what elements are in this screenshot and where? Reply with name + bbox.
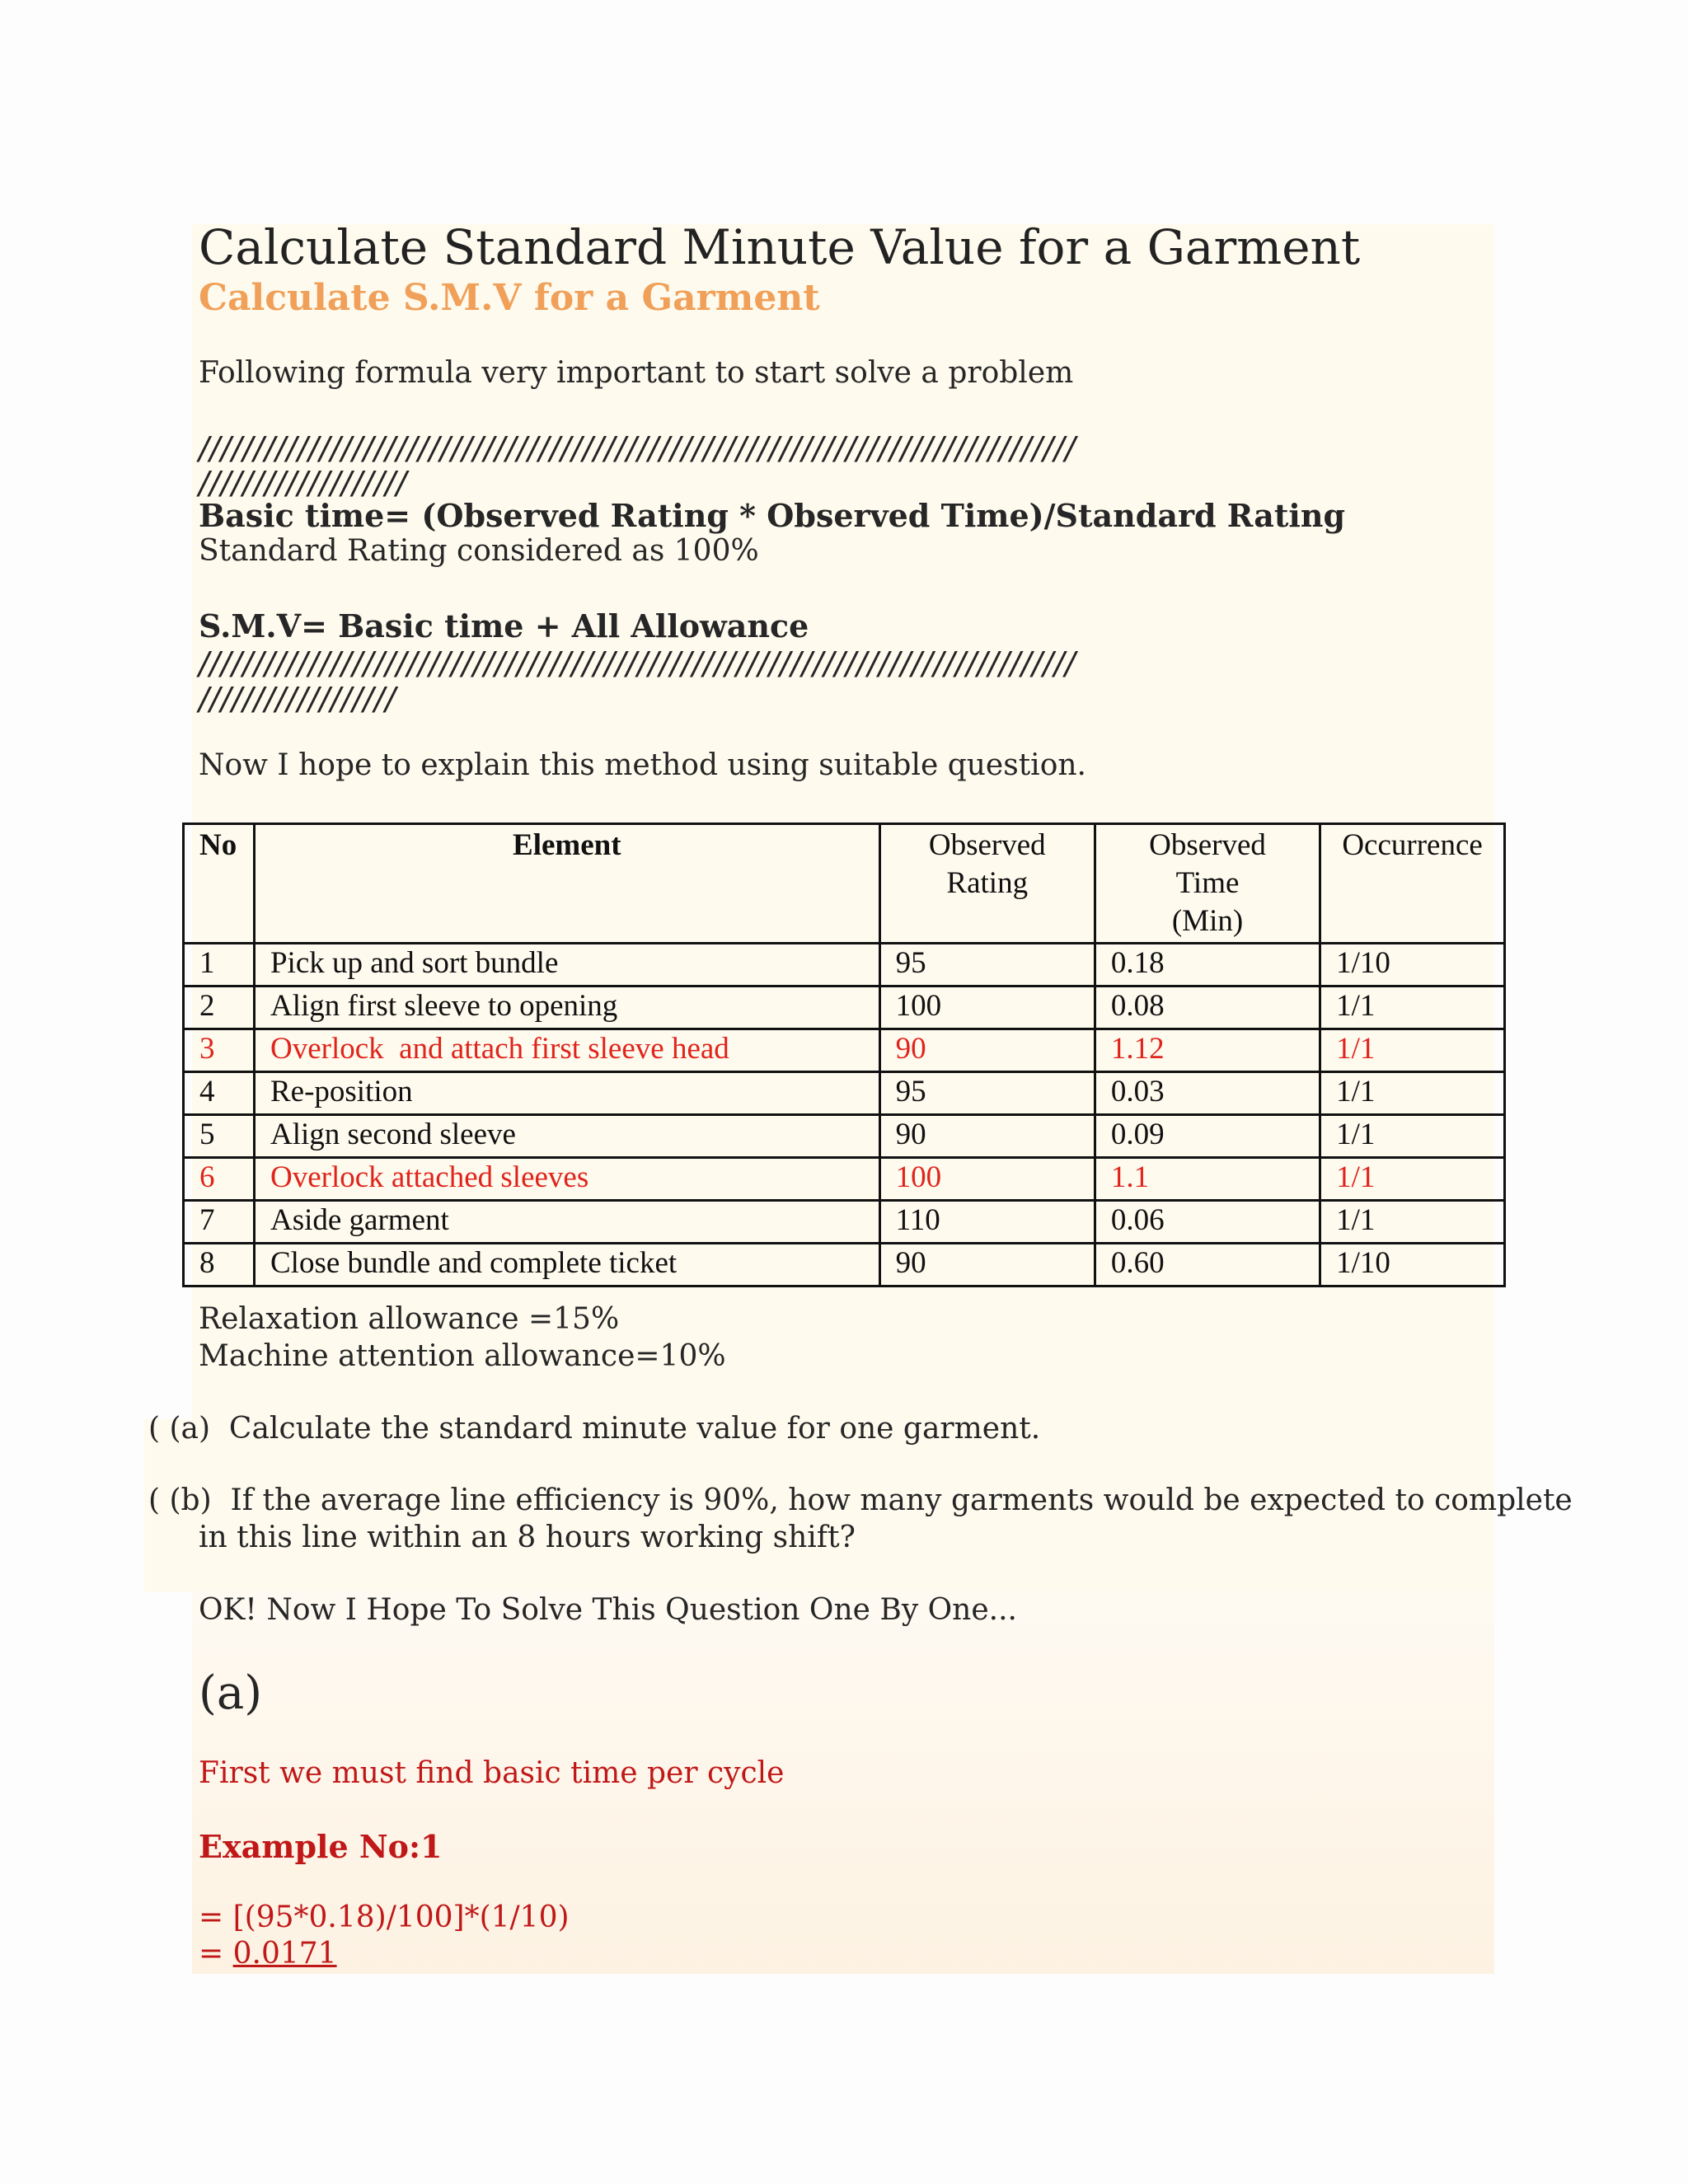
cell-rating: 95 bbox=[879, 1072, 1095, 1115]
calculation-prefix: = bbox=[199, 1937, 233, 1971]
cell-element: Re-position bbox=[254, 1072, 879, 1115]
cell-rating: 95 bbox=[879, 944, 1095, 987]
cell-time: 1.12 bbox=[1095, 1029, 1320, 1072]
cell-element: Pick up and sort bundle bbox=[254, 944, 879, 987]
divider-slashes-2b: ////////////////// bbox=[199, 681, 396, 717]
cell-time: 0.03 bbox=[1095, 1072, 1320, 1115]
cell-no: 3 bbox=[184, 1029, 255, 1072]
cell-time: 1.1 bbox=[1095, 1158, 1320, 1201]
header-no: No bbox=[184, 824, 255, 944]
cell-element: Aside garment bbox=[254, 1201, 879, 1244]
table-row bbox=[184, 944, 1505, 987]
question-b-line-1: ( (b) If the average line efficiency is 90%, how many garments would be expected to complete bbox=[148, 1483, 1573, 1517]
explain-text: Now I hope to explain this method using suitable question. bbox=[199, 748, 1086, 782]
table-row bbox=[184, 1115, 1505, 1158]
formula-basic-time: Basic time= (Observed Rating * Observed Time)/Standard Rating bbox=[199, 497, 1346, 534]
cell-occurrence: 1/1 bbox=[1320, 1115, 1505, 1158]
question-a: ( (a) Calculate the standard minute value for one garment. bbox=[148, 1412, 1041, 1446]
cell-no: 2 bbox=[184, 987, 255, 1029]
cell-no: 6 bbox=[184, 1158, 255, 1201]
cell-occurrence: 1/1 bbox=[1320, 1072, 1505, 1115]
calculation-line-1: = [(95*0.18)/100]*(1/10) bbox=[199, 1900, 570, 1934]
cell-element: Overlock attached sleeves bbox=[254, 1158, 879, 1201]
cell-rating: 90 bbox=[879, 1115, 1095, 1158]
calculation-result: 0.0171 bbox=[232, 1937, 337, 1971]
cell-occurrence: 1/1 bbox=[1320, 987, 1505, 1029]
ok-line: OK! Now I Hope To Solve This Question One By One... bbox=[199, 1593, 1017, 1627]
cell-occurrence: 1/1 bbox=[1320, 1158, 1505, 1201]
header-occurrence: Occurrence bbox=[1320, 824, 1505, 944]
table-row-highlighted bbox=[184, 1158, 1505, 1201]
cell-element: Align second sleeve bbox=[254, 1115, 879, 1158]
header-time-line-1: Observed bbox=[1149, 828, 1266, 862]
cell-element: Overlock and attach first sleeve head bbox=[254, 1029, 879, 1072]
header-element: Element bbox=[254, 824, 879, 944]
divider-slashes-1a: //////////////////////////////////////////////////////////////////////////////// bbox=[199, 430, 1076, 466]
page-subtitle: Calculate S.M.V for a Garment bbox=[199, 277, 820, 319]
time-study-table bbox=[182, 823, 1506, 1280]
cell-rating: 90 bbox=[879, 1029, 1095, 1072]
cell-rating: 100 bbox=[879, 1158, 1095, 1201]
cell-time: 0.18 bbox=[1095, 944, 1320, 987]
part-a-heading: (a) bbox=[199, 1666, 263, 1720]
cell-no: 1 bbox=[184, 944, 255, 987]
calculation-line-2 bbox=[199, 1937, 337, 1971]
table-row bbox=[184, 987, 1505, 1029]
table-row-highlighted bbox=[184, 1029, 1505, 1072]
table-header-row bbox=[184, 824, 1505, 944]
cell-rating: 110 bbox=[879, 1201, 1095, 1244]
cell-time: 0.06 bbox=[1095, 1201, 1320, 1244]
cell-rating: 90 bbox=[879, 1244, 1095, 1286]
cell-element: Align first sleeve to opening bbox=[254, 987, 879, 1029]
cell-occurrence: 1/10 bbox=[1320, 1244, 1505, 1286]
cell-no: 8 bbox=[184, 1244, 255, 1286]
table-row bbox=[184, 1072, 1505, 1115]
cell-time: 0.09 bbox=[1095, 1115, 1320, 1158]
page-title: Calculate Standard Minute Value for a Garment bbox=[199, 219, 1361, 275]
cell-occurrence: 1/1 bbox=[1320, 1029, 1505, 1072]
cell-time: 0.08 bbox=[1095, 987, 1320, 1029]
header-rating-line-1: Observed bbox=[928, 828, 1046, 862]
cell-rating: 100 bbox=[879, 987, 1095, 1029]
header-time-line-3: (Min) bbox=[1171, 904, 1244, 938]
divider-slashes-2a: //////////////////////////////////////////////////////////////////////////////// bbox=[199, 645, 1076, 682]
first-step-text: First we must find basic time per cycle bbox=[199, 1756, 785, 1790]
cell-time: 0.60 bbox=[1095, 1244, 1320, 1286]
header-observed-rating bbox=[879, 824, 1095, 944]
header-time-line-2: Time bbox=[1175, 866, 1240, 900]
machine-attention-allowance: Machine attention allowance=10% bbox=[199, 1339, 726, 1373]
cell-element: Close bundle and complete ticket bbox=[254, 1244, 879, 1286]
intro-text: Following formula very important to start solve a problem bbox=[199, 356, 1074, 390]
cell-no: 5 bbox=[184, 1115, 255, 1158]
divider-slashes-1b: /////////////////// bbox=[199, 465, 407, 501]
table-row bbox=[184, 1244, 1505, 1286]
cell-occurrence: 1/10 bbox=[1320, 944, 1505, 987]
formula-smv: S.M.V= Basic time + All Allowance bbox=[199, 607, 809, 644]
example-label: Example No:1 bbox=[199, 1828, 443, 1865]
header-observed-time bbox=[1095, 824, 1320, 944]
cell-no: 4 bbox=[184, 1072, 255, 1115]
header-rating-line-2: Rating bbox=[946, 866, 1029, 900]
question-b-line-2: in this line within an 8 hours working shift? bbox=[199, 1521, 856, 1554]
cell-no: 7 bbox=[184, 1201, 255, 1244]
standard-rating-note: Standard Rating considered as 100% bbox=[199, 534, 759, 568]
table-row bbox=[184, 1201, 1505, 1244]
relaxation-allowance: Relaxation allowance =15% bbox=[199, 1302, 620, 1336]
cell-occurrence: 1/1 bbox=[1320, 1201, 1505, 1244]
